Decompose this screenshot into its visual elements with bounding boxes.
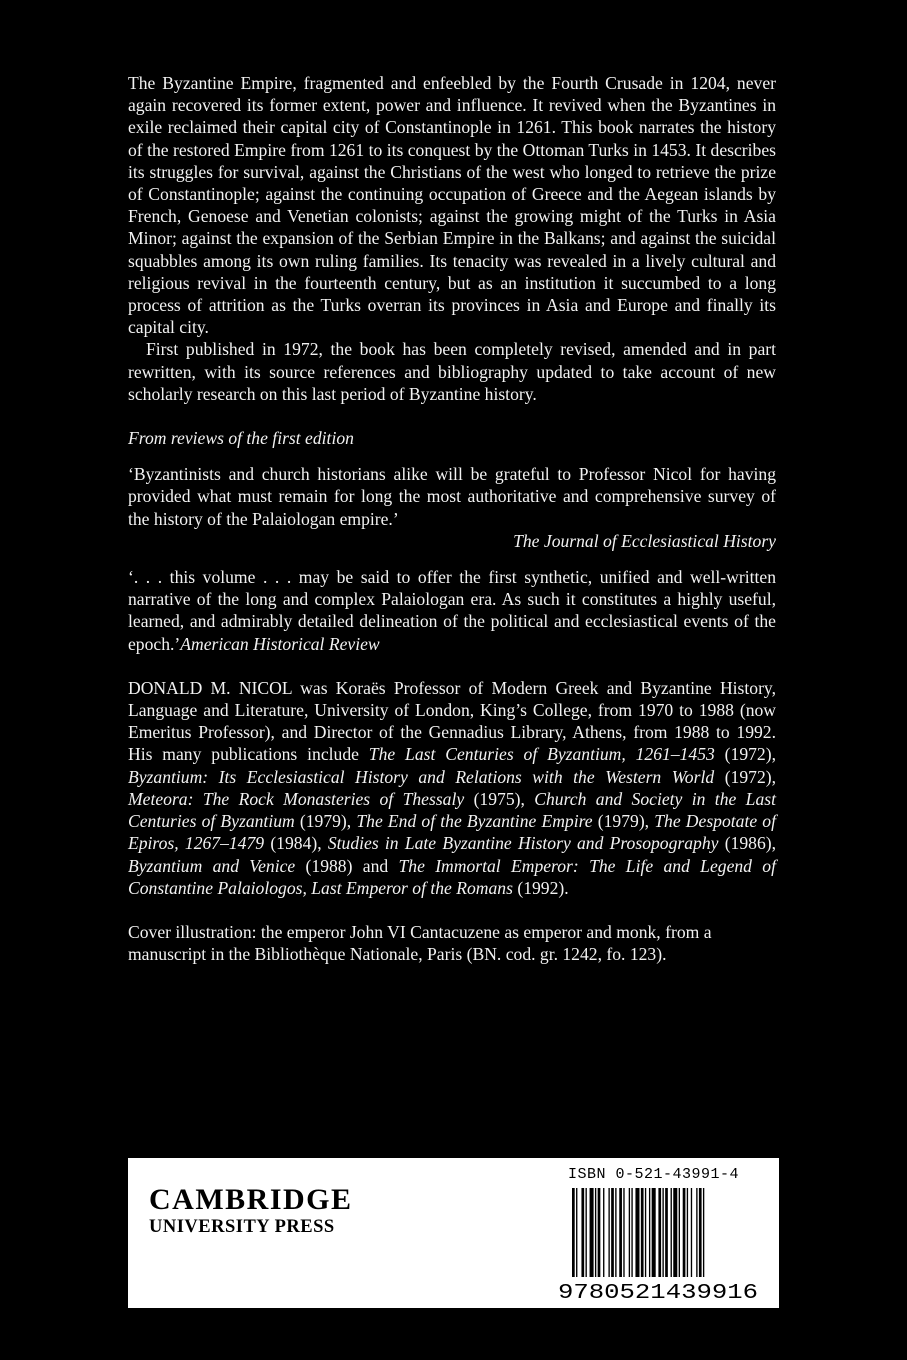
review-quote-2: [128, 566, 776, 655]
reviews-heading: From reviews of the first edition: [128, 428, 354, 449]
back-cover-text: [128, 72, 776, 965]
barcode-digits: 9780521439916: [558, 1282, 758, 1302]
bio-text: (1984),: [264, 833, 328, 854]
publisher-name: CAMBRIDGE: [149, 1183, 353, 1216]
bio-text: (1979),: [592, 811, 655, 832]
bio-text: (1988) and: [295, 855, 399, 876]
bio-text: (1972),: [714, 744, 776, 765]
bio-text: (1972),: [714, 766, 777, 787]
book-title: The Despotate of Epiros, 1267–1479: [128, 811, 776, 854]
book-title: Meteora: The Rock Monasteries of Thessaly: [128, 788, 465, 809]
bio-text: (1986),: [718, 833, 776, 854]
review-source-1: The Journal of Ecclesiastical History: [513, 530, 776, 551]
review-source-2: American Historical Review: [180, 633, 380, 654]
blurb-paragraph-1: The Byzantine Empire, fragmented and enfeebled by the Fourth Crusade in 1204, never again recovered its former extent, power and influence. It revived when the Byzantines in exile reclaimed their capital city of Constantinople in 1261. This book narrates the history of the restored Empire from 1261 to its conquest by the Ottoman Turks in 1453. It describes its struggles for survival, against the Christians of the west who longed to retrieve the prize of Constantinople; against the continuing occupation of Greece and the Aegean islands by French, Genoese and Venetian colonists; against the growing might of the Turks in Asia Minor; against the expansion of the Serbian Empire in the Balkans; and against the suicidal squabbles among its own ruling families. Its tenacity was revealed in a lively cultural and religious revival in the fourteenth century, but as an institution it succumbed to a long process of attrition as the Turks overran its provinces in Asia and Europe and finally its capital city.: [128, 73, 776, 338]
bio-text: (1975),: [464, 788, 535, 809]
book-title: Studies in Late Byzantine History and Prosopography: [327, 833, 719, 854]
publisher-logo: [149, 1184, 353, 1238]
barcode-icon: [556, 1188, 760, 1302]
review-quote-2-text: ‘. . . this volume . . . may be said to offer the first synthetic, unified and well-written narrative of the long and complex Palaiologan era. As such it constitutes a highly useful, learned, and admirably detailed delineation of the political and ecclesiastical events of the epoch.’: [128, 567, 776, 654]
book-title: Byzantium: Its Ecclesiastical History and Relations with the Western World: [128, 766, 715, 787]
author-bio: [128, 677, 776, 899]
book-title: The Immortal Emperor: The Life and Legend of Constantine Palaiologos, Last Emperor of the Romans: [128, 855, 776, 898]
publisher-panel: [128, 1158, 779, 1308]
book-title: The End of the Byzantine Empire: [356, 811, 593, 832]
blurb-paragraph-2: First published in 1972, the book has been completely revised, amended and in part rewritten, with its source references and bibliography updated to take account of new scholarly research on this last period of Byzantine history.: [128, 339, 776, 404]
isbn-label: ISBN 0-521-43991-4: [568, 1166, 740, 1183]
review-quote-1: ‘Byzantinists and church historians alike will be grateful to Professor Nicol for having provided what must remain for long the most authoritative and comprehensive survey of the history of the Palaiologan empire.’: [128, 464, 776, 529]
bio-text: (1992).: [512, 877, 569, 898]
bio-text: DONALD M. NICOL was Koraës Professor of Modern Greek and Byzantine History, Language and Literature, University of London, King’s College, from 1970 to 1988 (now Emeritus Professor), and Director of the Gennadius Library, Athens, from 1988 to 1992. His many publications include: [128, 677, 776, 765]
book-title: Byzantium and Venice: [128, 855, 296, 876]
bio-text: (1979),: [294, 811, 357, 832]
book-title: The Last Centuries of Byzantium, 1261–1453: [368, 744, 715, 765]
cover-illustration-note: Cover illustration: the emperor John VI Cantacuzene as emperor and monk, from a manuscript in the Bibliothèque Nationale, Paris (BN. cod. gr. 1242, fo. 123).: [128, 921, 712, 965]
book-title: Church and Society in the Last Centuries of Byzantium: [128, 788, 776, 832]
publisher-subname: UNIVERSITY PRESS: [149, 1217, 335, 1237]
